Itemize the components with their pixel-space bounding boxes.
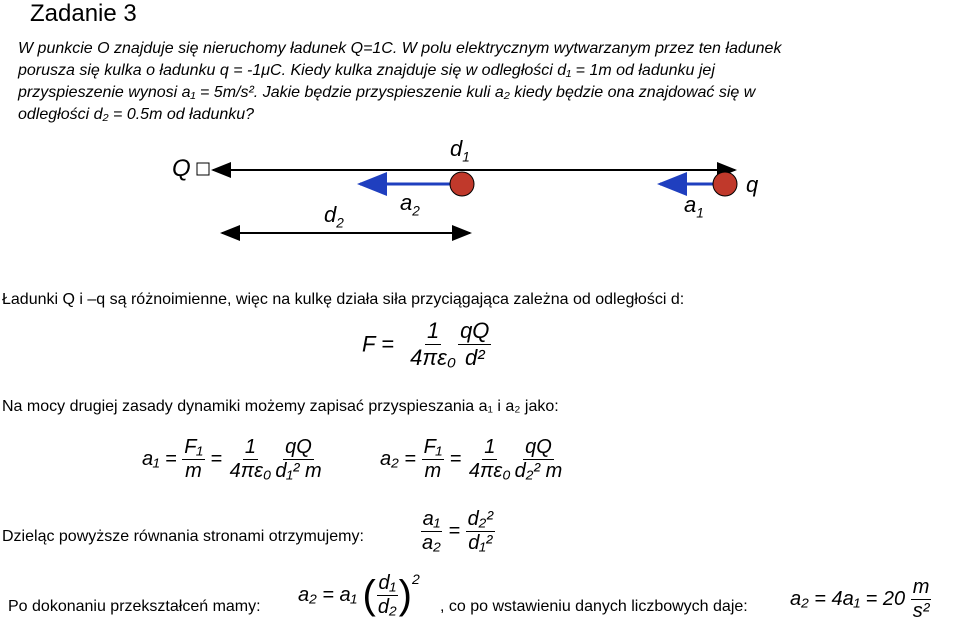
ratio-formula: $\frac{\text{a₁}}{\text{a₂}}$ = $\frac{\text{d₂²}}{\text{d₁²}}$	[422, 508, 493, 554]
ball-position-1	[713, 172, 737, 196]
a2-formula: a₂ = $\frac{\text{F₁}}{m}$ = $\frac{1}{\text{4πε₀}}$ $\frac{qQ}{\text{d₂² m}}$	[380, 436, 563, 482]
page-title: Zadanie 3	[30, 0, 137, 27]
problem-line-1: W punkcie O znajduje się nieruchomy ładunek Q=1C. W polu elektrycznym wytwarzanym przez ten ładunek	[18, 40, 782, 57]
label-Q: Q	[172, 155, 191, 182]
final-formula: a₂ = a₁ ( $\frac{\text{d₁}}{\text{d₂}}$ )$^2$	[298, 571, 420, 618]
ball-position-2	[450, 172, 474, 196]
result-formula: a₂ = 4a₁ = 20 $\frac{m}{\text{s²}}$	[790, 576, 930, 622]
substitution-text: , co po wstawieniu danych liczbowych daje:	[440, 598, 748, 615]
label-d2: $d_2$	[324, 202, 344, 231]
label-a1: $a_1$	[684, 192, 704, 221]
charge-Q-marker	[197, 163, 209, 175]
label-q: q	[746, 172, 759, 197]
a1-formula: a₁ = $\frac{\text{F₁}}{m}$ = $\frac{1}{\text{4πε₀}}$ $\frac{qQ}{\text{d₁² m}}$	[142, 436, 322, 482]
problem-line-3: przyspieszenie wynosi a₁ = 5m/s². Jakie będzie przyspieszenie kuli a₂ kiedy będzie ona znajdować się w	[18, 84, 756, 101]
label-d1: $d_1$	[450, 136, 470, 165]
explanation-text: Ładunki Q i –q są różnoimienne, więc na kulkę działa siła przyciągająca zależna od odległości d:	[2, 291, 685, 308]
newton-text: Na mocy drugiej zasady dynamiki możemy zapisać przyspieszania a₁ i a₂ jako:	[2, 398, 559, 415]
dividing-text: Dzieląc powyższe równania stronami otrzymujemy:	[2, 528, 364, 545]
after-text: Po dokonaniu przekształceń mamy:	[8, 598, 261, 615]
problem-line-2: porusza się kulka o ładunku q = -1μC. Kiedy kulka znajduje się w odległości d₁ = 1m od ładunku jej	[18, 62, 715, 79]
problem-line-4: odległości d₂ = 0.5m od ładunku?	[18, 106, 255, 123]
label-a2: $a_2$	[400, 190, 420, 219]
coulomb-formula: F = $\frac{1}{\text{4πε₀}}$ $\frac{qQ}{\text{d²}}$	[362, 318, 490, 370]
